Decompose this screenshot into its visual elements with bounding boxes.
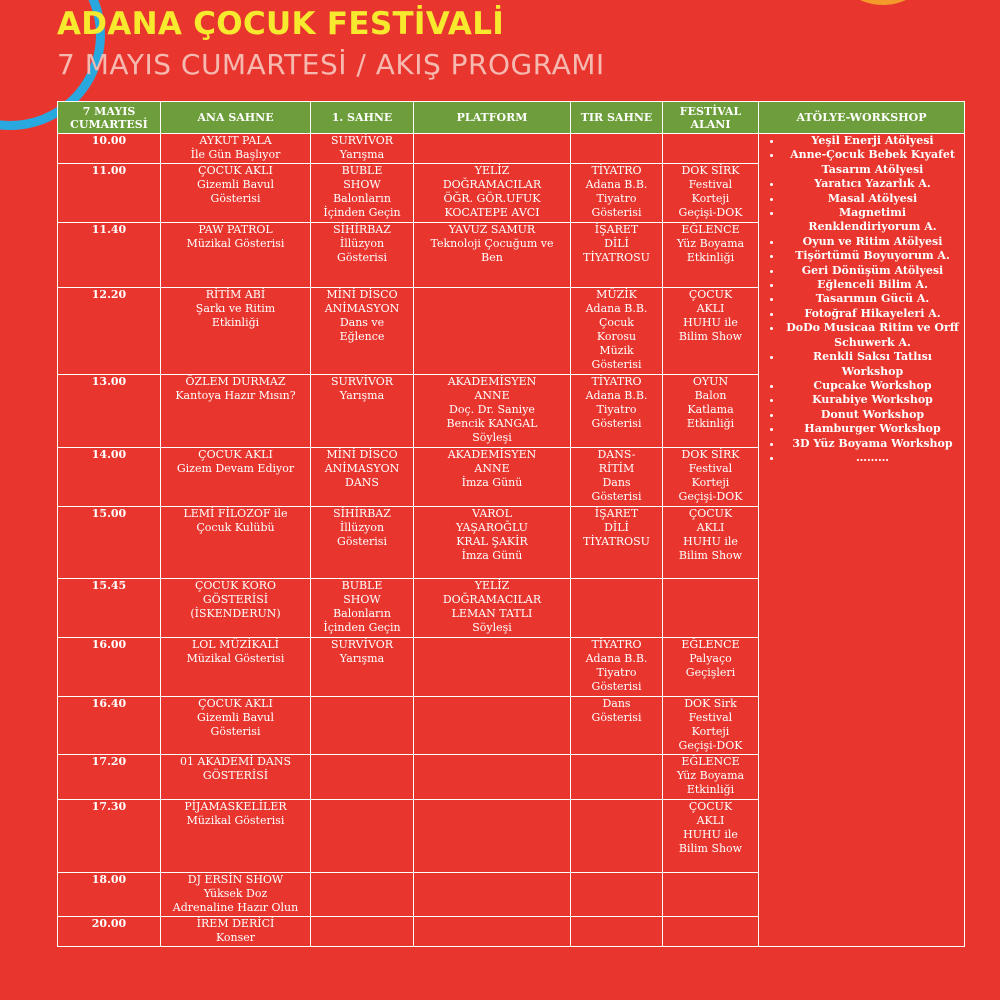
workshop-item: • Yaratıcı Yazarlık A. — [783, 177, 962, 191]
workshop-list — [761, 134, 962, 465]
col-header-atolye-workshop: ATÖLYE-WORKSHOP — [759, 102, 965, 134]
time-cell: 16.40 — [58, 696, 161, 755]
platform-cell — [414, 637, 571, 696]
platform-cell — [414, 799, 571, 872]
ana-sahne-cell: ÇOCUK KORO GÖSTERİSİ (İSKENDERUN) — [161, 579, 311, 638]
tir-sahne-cell: Dans Gösterisi — [571, 696, 663, 755]
ana-sahne-cell: LEMİ FİLOZOF ile Çocuk Kulübü — [161, 506, 311, 578]
tir-sahne-cell — [571, 916, 663, 946]
festival-alani-cell: ÇOCUK AKLI HUHU ile Bilim Show — [663, 287, 759, 375]
page-title: ADANA ÇOCUK FESTİVALİ — [57, 6, 505, 42]
program-table — [57, 101, 965, 947]
time-cell: 15.00 — [58, 506, 161, 578]
festival-alani-cell — [663, 916, 759, 946]
table-row — [58, 134, 965, 164]
tir-sahne-cell: TİYATRO Adana B.B. Tiyatro Gösterisi — [571, 375, 663, 448]
sahne-1-cell: SİHİRBAZ İllüzyon Gösterisi — [311, 222, 414, 287]
sahne-1-cell: BUBLE SHOW Balonların İçinden Geçin — [311, 579, 414, 638]
workshop-item: • Tişörtümü Boyuyorum A. — [783, 249, 962, 263]
sahne-1-cell — [311, 872, 414, 916]
workshop-item: • Masal Atölyesi — [783, 192, 962, 206]
table-header-row — [58, 102, 965, 134]
platform-cell: YELİZ DOĞRAMACILAR LEMAN TATLI Söyleşi — [414, 579, 571, 638]
platform-cell: AKADEMİSYEN ANNE İmza Günü — [414, 448, 571, 507]
sahne-1-cell: BUBLE SHOW Balonların İçinden Geçin — [311, 163, 414, 222]
sahne-1-cell — [311, 755, 414, 799]
festival-alani-cell: ÇOCUK AKLI HUHU ile Bilim Show — [663, 799, 759, 872]
ana-sahne-cell: ÇOCUK AKLI Gizemli Bavul Gösterisi — [161, 163, 311, 222]
decorative-orange-circle — [828, 0, 938, 5]
festival-alani-cell: DOK Sirk Festival Korteji Geçişi-DOK — [663, 696, 759, 755]
page-subtitle: 7 MAYIS CUMARTESİ / AKIŞ PROGRAMI — [57, 48, 605, 81]
col-header-1-sahne: 1. SAHNE — [311, 102, 414, 134]
tir-sahne-cell — [571, 872, 663, 916]
workshop-item: • Yeşil Enerji Atölyesi — [783, 134, 962, 148]
workshop-item: • Oyun ve Ritim Atölyesi — [783, 235, 962, 249]
col-header-tir-sahne: TIR SAHNE — [571, 102, 663, 134]
festival-alani-cell: DOK SİRK Festival Korteji Geçişi-DOK — [663, 448, 759, 507]
platform-cell — [414, 696, 571, 755]
ana-sahne-cell: LOL MÜZİKALİ Müzikal Gösterisi — [161, 637, 311, 696]
sahne-1-cell: SURVİVOR Yarışma — [311, 637, 414, 696]
sahne-1-cell — [311, 696, 414, 755]
tir-sahne-cell: İŞARET DİLİ TİYATROSU — [571, 222, 663, 287]
tir-sahne-cell — [571, 799, 663, 872]
platform-cell — [414, 755, 571, 799]
workshop-item: • Renkli Saksı Tatlısı Workshop — [783, 350, 962, 379]
program-table-body — [58, 134, 965, 947]
time-cell: 13.00 — [58, 375, 161, 448]
workshop-item: • Hamburger Workshop — [783, 422, 962, 436]
platform-cell: YAVUZ SAMUR Teknoloji Çocuğum ve Ben — [414, 222, 571, 287]
sahne-1-cell: SİHİRBAZ İllüzyon Gösterisi — [311, 506, 414, 578]
festival-alani-cell — [663, 579, 759, 638]
time-cell: 12.20 — [58, 287, 161, 375]
workshop-item: • Fotoğraf Hikayeleri A. — [783, 307, 962, 321]
festival-alani-cell: ÇOCUK AKLI HUHU ile Bilim Show — [663, 506, 759, 578]
ana-sahne-cell: DJ ERSİN SHOW Yüksek Doz Adrenaline Hazır Olun — [161, 872, 311, 916]
tir-sahne-cell: TİYATRO Adana B.B. Tiyatro Gösterisi — [571, 637, 663, 696]
sahne-1-cell: SURVİVOR Yarışma — [311, 375, 414, 448]
tir-sahne-cell: İŞARET DİLİ TİYATROSU — [571, 506, 663, 578]
workshop-item: • Geri Dönüşüm Atölyesi — [783, 264, 962, 278]
workshop-item: • Cupcake Workshop — [783, 379, 962, 393]
sahne-1-cell: MİNİ DİSCO ANİMASYON Dans ve Eğlence — [311, 287, 414, 375]
tir-sahne-cell — [571, 134, 663, 164]
festival-alani-cell: EĞLENCE Palyaço Geçişleri — [663, 637, 759, 696]
col-header-platform: PLATFORM — [414, 102, 571, 134]
sahne-1-cell: MİNİ DİSCO ANİMASYON DANS — [311, 448, 414, 507]
platform-cell — [414, 872, 571, 916]
time-cell: 14.00 — [58, 448, 161, 507]
workshop-item: • Anne-Çocuk Bebek Kıyafet Tasarım Atölyesi — [783, 148, 962, 177]
workshop-item: • Tasarımın Gücü A. — [783, 292, 962, 306]
ana-sahne-cell: ÇOCUK AKLI Gizem Devam Ediyor — [161, 448, 311, 507]
workshop-item: • Kurabiye Workshop — [783, 393, 962, 407]
workshop-cell — [759, 134, 965, 947]
ana-sahne-cell: PAW PATROL Müzikal Gösterisi — [161, 222, 311, 287]
ana-sahne-cell: PİJAMASKELİLER Müzikal Gösterisi — [161, 799, 311, 872]
time-cell: 17.30 — [58, 799, 161, 872]
time-cell: 15.45 — [58, 579, 161, 638]
platform-cell — [414, 916, 571, 946]
workshop-item: • DoDo Musicaa Ritim ve Orff Schuwerk A. — [783, 321, 962, 350]
sahne-1-cell: SURVİVOR Yarışma — [311, 134, 414, 164]
tir-sahne-cell: TİYATRO Adana B.B. Tiyatro Gösterisi — [571, 163, 663, 222]
time-cell: 20.00 — [58, 916, 161, 946]
festival-alani-cell: OYUN Balon Katlama Etkinliği — [663, 375, 759, 448]
sahne-1-cell — [311, 916, 414, 946]
platform-cell: VAROL YAŞAROĞLU KRAL ŞAKİR İmza Günü — [414, 506, 571, 578]
workshop-item: • 3D Yüz Boyama Workshop — [783, 437, 962, 451]
festival-alani-cell: EĞLENCE Yüz Boyama Etkinliği — [663, 755, 759, 799]
ana-sahne-cell: ÇOCUK AKLI Gizemli Bavul Gösterisi — [161, 696, 311, 755]
festival-alani-cell: EĞLENCE Yüz Boyama Etkinliği — [663, 222, 759, 287]
time-cell: 17.20 — [58, 755, 161, 799]
tir-sahne-cell: MÜZİK Adana B.B. Çocuk Korosu Müzik Gösterisi — [571, 287, 663, 375]
tir-sahne-cell — [571, 579, 663, 638]
workshop-item: • Magnetimi Renklendiriyorum A. — [783, 206, 962, 235]
platform-cell: AKADEMİSYEN ANNE Doç. Dr. Saniye Bencik KANGAL Söyleşi — [414, 375, 571, 448]
ana-sahne-cell: ÖZLEM DURMAZ Kantoya Hazır Mısın? — [161, 375, 311, 448]
platform-cell — [414, 134, 571, 164]
platform-cell — [414, 287, 571, 375]
platform-cell: YELİZ DOĞRAMACILAR ÖĞR. GÖR.UFUK KOCATEPE AVCI — [414, 163, 571, 222]
time-cell: 11.00 — [58, 163, 161, 222]
ana-sahne-cell: 01 AKADEMİ DANS GÖSTERİSİ — [161, 755, 311, 799]
col-header-festival-alani: FESTİVAL ALANI — [663, 102, 759, 134]
ana-sahne-cell: AYKUT PALA İle Gün Başlıyor — [161, 134, 311, 164]
time-cell: 10.00 — [58, 134, 161, 164]
tir-sahne-cell — [571, 755, 663, 799]
time-cell: 11.40 — [58, 222, 161, 287]
workshop-item: • Eğlenceli Bilim A. — [783, 278, 962, 292]
workshop-item: • Donut Workshop — [783, 408, 962, 422]
festival-alani-cell — [663, 134, 759, 164]
festival-alani-cell — [663, 872, 759, 916]
sahne-1-cell — [311, 799, 414, 872]
time-cell: 16.00 — [58, 637, 161, 696]
col-header-date: 7 MAYIS CUMARTESİ — [58, 102, 161, 134]
workshop-item: • ……… — [783, 451, 962, 465]
col-header-ana-sahne: ANA SAHNE — [161, 102, 311, 134]
festival-alani-cell: DOK SİRK Festival Korteji Geçişi-DOK — [663, 163, 759, 222]
tir-sahne-cell: DANS- RİTİM Dans Gösterisi — [571, 448, 663, 507]
time-cell: 18.00 — [58, 872, 161, 916]
ana-sahne-cell: İREM DERİCİ Konser — [161, 916, 311, 946]
ana-sahne-cell: RİTİM ABİ Şarkı ve Ritim Etkinliği — [161, 287, 311, 375]
